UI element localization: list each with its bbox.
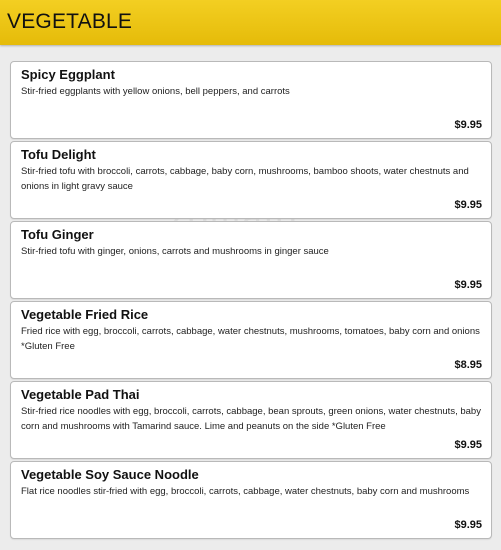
item-price: $9.95 [454, 519, 482, 531]
category-header [0, 0, 501, 45]
menu-item-vegetable-soy-sauce-noodle[interactable] [10, 461, 492, 539]
item-name: Tofu Ginger [21, 227, 94, 242]
item-description: Stir-fried eggplants with yellow onions, bell peppers, and carrots [21, 86, 290, 97]
item-description: Flat rice noodles stir-fried with egg, broccoli, carrots, cabbage, water chestnuts, baby corn and mushrooms [21, 486, 470, 497]
item-price: $9.95 [454, 279, 482, 291]
menu-item-tofu-ginger[interactable] [10, 221, 492, 299]
menu-item-vegetable-fried-rice[interactable] [10, 301, 492, 379]
item-price: $9.95 [454, 199, 482, 211]
item-description: Stir-fried rice noodles with egg, broccoli, carrots, cabbage, bean sprouts, green onions, water chestnuts, baby corn and mushrooms with Tamarind sauce. Lime and peanuts on the side *Gluten Free [21, 406, 481, 432]
category-title: VEGETABLE [7, 10, 133, 33]
item-description: Stir-fried tofu with broccoli, carrots, cabbage, baby corn, mushrooms, bamboo shoots, water chestnuts and onions in light gravy sauce [21, 166, 469, 192]
item-description: Fried rice with egg, broccoli, carrots, cabbage, water chestnuts, mushrooms, tomatoes, baby corn and onions *Gluten Free [21, 326, 480, 352]
item-name: Vegetable Soy Sauce Noodle [21, 467, 199, 482]
item-name: Vegetable Pad Thai [21, 387, 140, 402]
item-name: Tofu Delight [21, 147, 96, 162]
menu-item-spicy-eggplant[interactable] [10, 61, 492, 139]
item-description: Stir-fried tofu with ginger, onions, carrots and mushrooms in ginger sauce [21, 246, 329, 257]
item-name: Vegetable Fried Rice [21, 307, 149, 322]
menu-item-tofu-delight[interactable] [10, 141, 492, 219]
item-price: $8.95 [454, 359, 482, 371]
menu-item-vegetable-pad-thai[interactable] [10, 381, 492, 459]
item-price: $9.95 [454, 119, 482, 131]
item-price: $9.95 [454, 439, 482, 451]
menu-list [10, 61, 492, 541]
item-name: Spicy Eggplant [21, 67, 115, 82]
